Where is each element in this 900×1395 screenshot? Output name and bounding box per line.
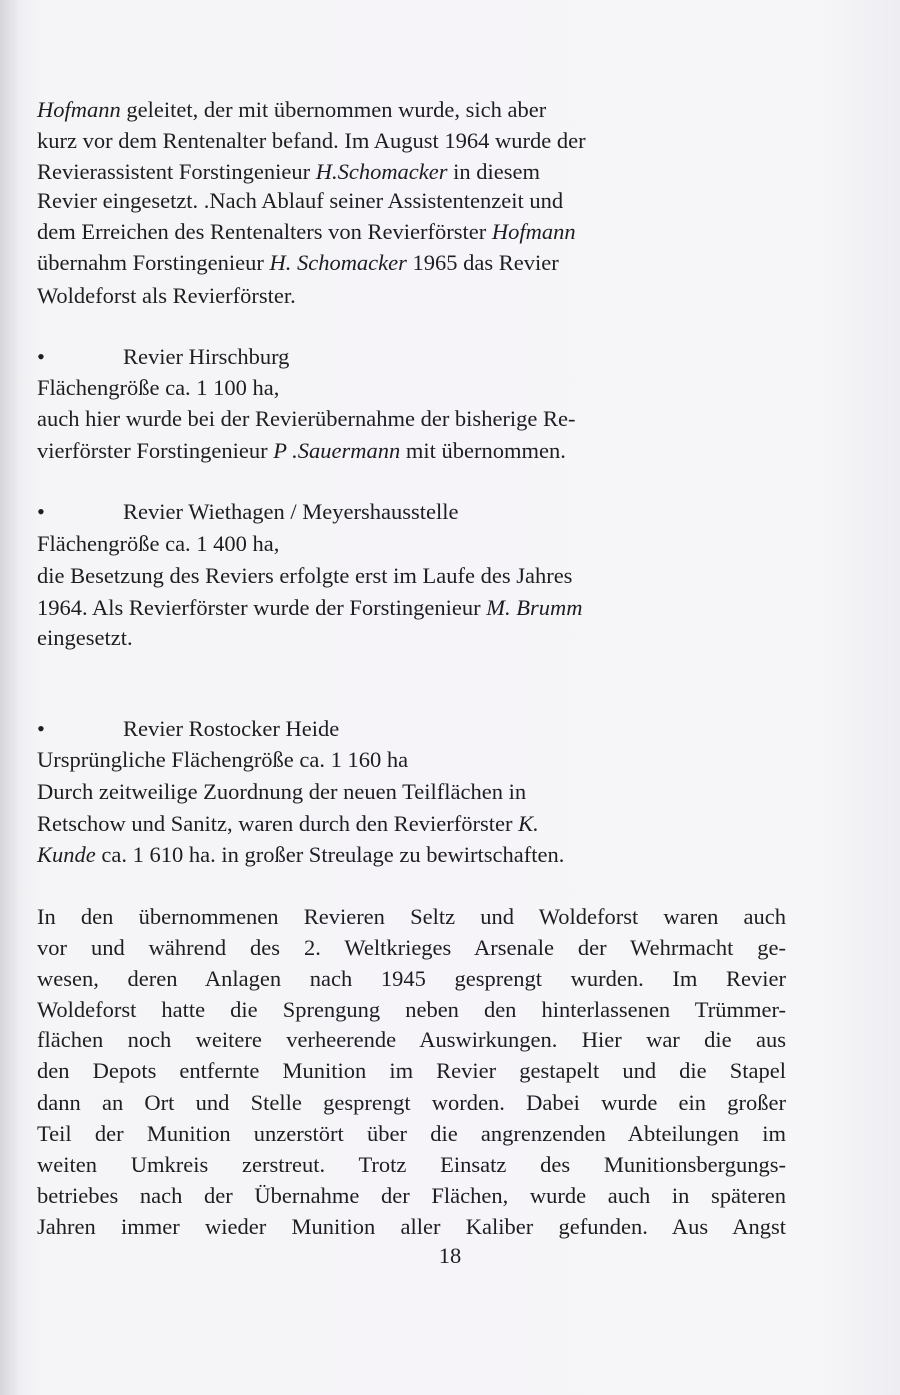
text-line: wesen, deren Anlagen nach 1945 gesprengt wurden. Im Revier [37, 966, 786, 991]
text-line: eingesetzt. [37, 625, 133, 650]
bullet-icon: • [37, 716, 45, 741]
page-number: 18 [438, 1243, 462, 1268]
bullet-item-rostocker-heide: • Revier Rostocker Heide [37, 714, 339, 744]
text-line: Hofmann geleitet, der mit übernommen wurde, sich aber [37, 97, 547, 122]
text-line: Woldeforst hatte die Sprengung neben den hinterlassenen Trümmer- [37, 997, 786, 1022]
page-gutter [0, 0, 18, 1395]
text-line: Kunde ca. 1 610 ha. in großer Streulage zu bewirtschaften. [37, 842, 565, 867]
text-line: Flächengröße ca. 1 400 ha, [37, 531, 280, 556]
bullet-item-hirschburg: • Revier Hirschburg [37, 342, 289, 372]
text-line: Ursprüngliche Flächengröße ca. 1 160 ha [37, 747, 409, 772]
text-line: flächen noch weitere verheerende Auswirkungen. Hier war die aus [37, 1027, 786, 1052]
text-line: Jahren immer wieder Munition aller Kaliber gefunden. Aus Angst [37, 1214, 786, 1239]
text-line: auch hier wurde bei der Revierübernahme der bisherige Re- [37, 406, 576, 431]
text-line: Teil der Munition unzerstört über die angrenzenden Abteilungen im [37, 1121, 786, 1146]
text-line: vor und während des 2. Weltkrieges Arsenale der Wehrmacht ge- [37, 935, 786, 960]
text-line: dem Erreichen des Rentenalters von Revierförster Hofmann [37, 219, 576, 244]
text-line: Woldeforst als Revierförster. [37, 283, 296, 308]
text-line: betriebes nach der Übernahme der Flächen, wurde auch in späteren [37, 1183, 786, 1208]
text-line: kurz vor dem Rentenalter befand. Im August 1964 wurde der [37, 128, 586, 153]
text-line: Retschow und Sanitz, waren durch den Revierförster K. [37, 811, 539, 836]
text-line: Durch zeitweilige Zuordnung der neuen Teilflächen in [37, 779, 527, 804]
text-line: Revierassistent Forstingenieur H.Schomacker in diesem [37, 159, 541, 184]
text-line: die Besetzung des Reviers erfolgte erst im Laufe des Jahres [37, 563, 573, 588]
text-line: den Depots entfernte Munition im Revier gestapelt und die Stapel [37, 1058, 786, 1083]
text-line: Flächengröße ca. 1 100 ha, [37, 375, 280, 400]
text-line: 1964. Als Revierförster wurde der Forstingenieur M. Brumm [37, 595, 583, 620]
text-line: Revier eingesetzt. .Nach Ablauf seiner Assistentenzeit und [37, 188, 564, 213]
text-line: In den übernommenen Revieren Seltz und Woldeforst waren auch [37, 904, 786, 929]
text-line: dann an Ort und Stelle gesprengt worden. Dabei wurde ein großer [37, 1090, 786, 1115]
text-line: übernahm Forstingenieur H. Schomacker 1965 das Revier [37, 250, 559, 275]
bullet-icon: • [37, 344, 45, 369]
bullet-item-wiethagen: • Revier Wiethagen / Meyershausstelle [37, 497, 458, 527]
bullet-icon: • [37, 499, 45, 524]
text-line: vierförster Forstingenieur P .Sauermann mit übernommen. [37, 438, 566, 463]
text-line: weiten Umkreis zerstreut. Trotz Einsatz des Munitionsbergungs- [37, 1152, 786, 1177]
